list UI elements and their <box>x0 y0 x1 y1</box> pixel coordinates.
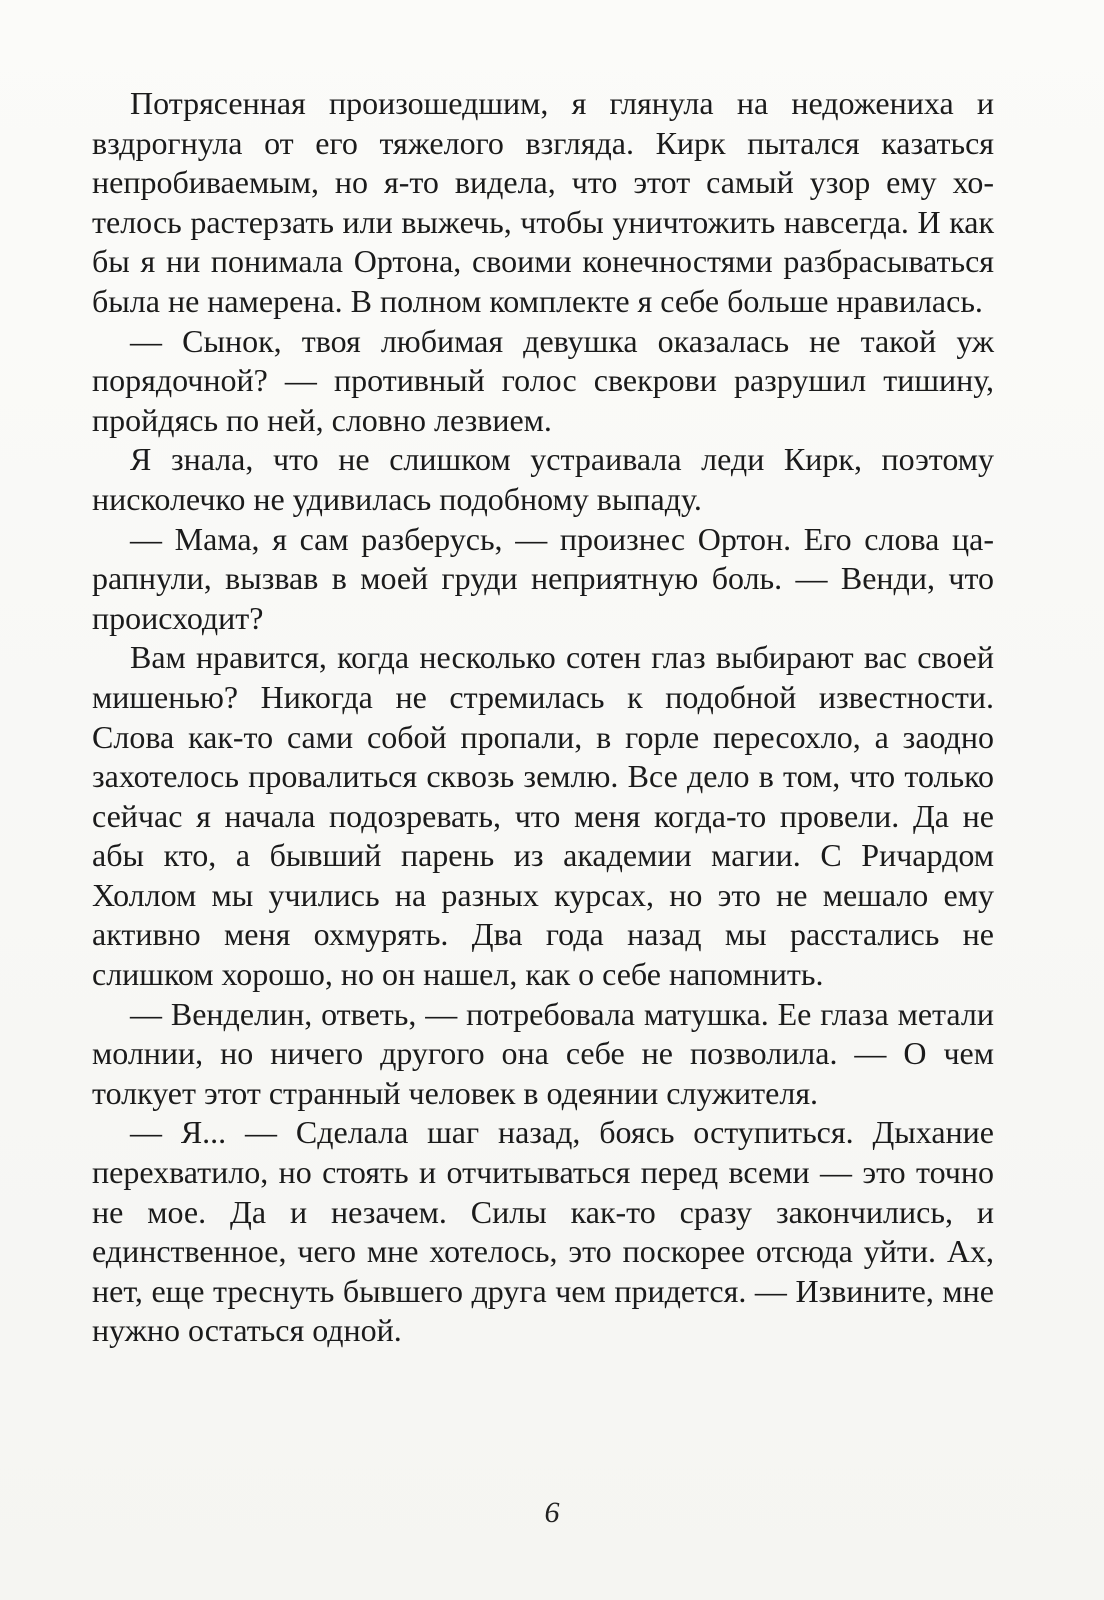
page-number: 6 <box>544 1496 560 1529</box>
paragraph: Я знала, что не слишком устраивала леди Кирк, поэтому нисколечко не удивилась подобному выпаду. <box>92 441 994 517</box>
paragraph: — Сынок, твоя любимая девушка оказалась не такой уж порядочной? — противный голос свекрови разрушил тишину, пройдясь по ней, словно лезвием. <box>92 322 994 438</box>
paragraph: — Я... — Сделала шаг назад, боясь оступиться. Дыхание перехватило, но стоять и отчитываться перед всеми — это точно не мое. Да и незачем. Силы как-то сразу закончились, и единственное, чего мне хотелось, это поскорее отсюда уйти. Ах, нет, еще треснуть бывшего друга чем придется. — Извините, мне нужно остаться одной. <box>92 1114 994 1349</box>
body-text <box>92 84 994 1351</box>
paragraph: Вам нравится, когда несколько сотен глаз выбирают вас своей мишенью? Никогда не стремилась к подобной известности. Слова как-то сами собой пропали, в горле пересохло, а заодно захотелось провалиться сквозь землю. Все дело в том, что только сейчас я начала подозревать, что меня когда-то провели. Да не абы кто, а бывший парень из академии магии. С Ричардом Холлом мы учились на разных курсах, но это не мешало ему активно меня охмурять. Два года назад мы расстались не слишком хорошо, но он нашел, как о себе напомнить. <box>92 639 994 993</box>
paragraph: — Венделин, ответь, — потребовала матушка. Ее глаза метали молнии, но ничего другого она себе не позволила. — О чем толкует этот странный человек в одеянии служителя. <box>92 995 994 1111</box>
paragraph: Потрясенная произошедшим, я глянула на недожениха и вздрогнула от его тяжелого взгляда. Кирк пытался казаться непробиваемым, но я-то видела, что этот самый узор ему хотелось растерзать или выжечь, чтобы уничтожить навсегда. И как бы я ни понимала Ортона, своими конечностями разбрасываться была не намерена. В полном комплекте я себе больше нравилась. <box>92 85 994 319</box>
paragraph: — Мама, я сам разберусь, — произнес Ортон. Его слова царапнули, вызвав в моей груди неприятную боль. — Венди, что происходит? <box>92 520 994 636</box>
